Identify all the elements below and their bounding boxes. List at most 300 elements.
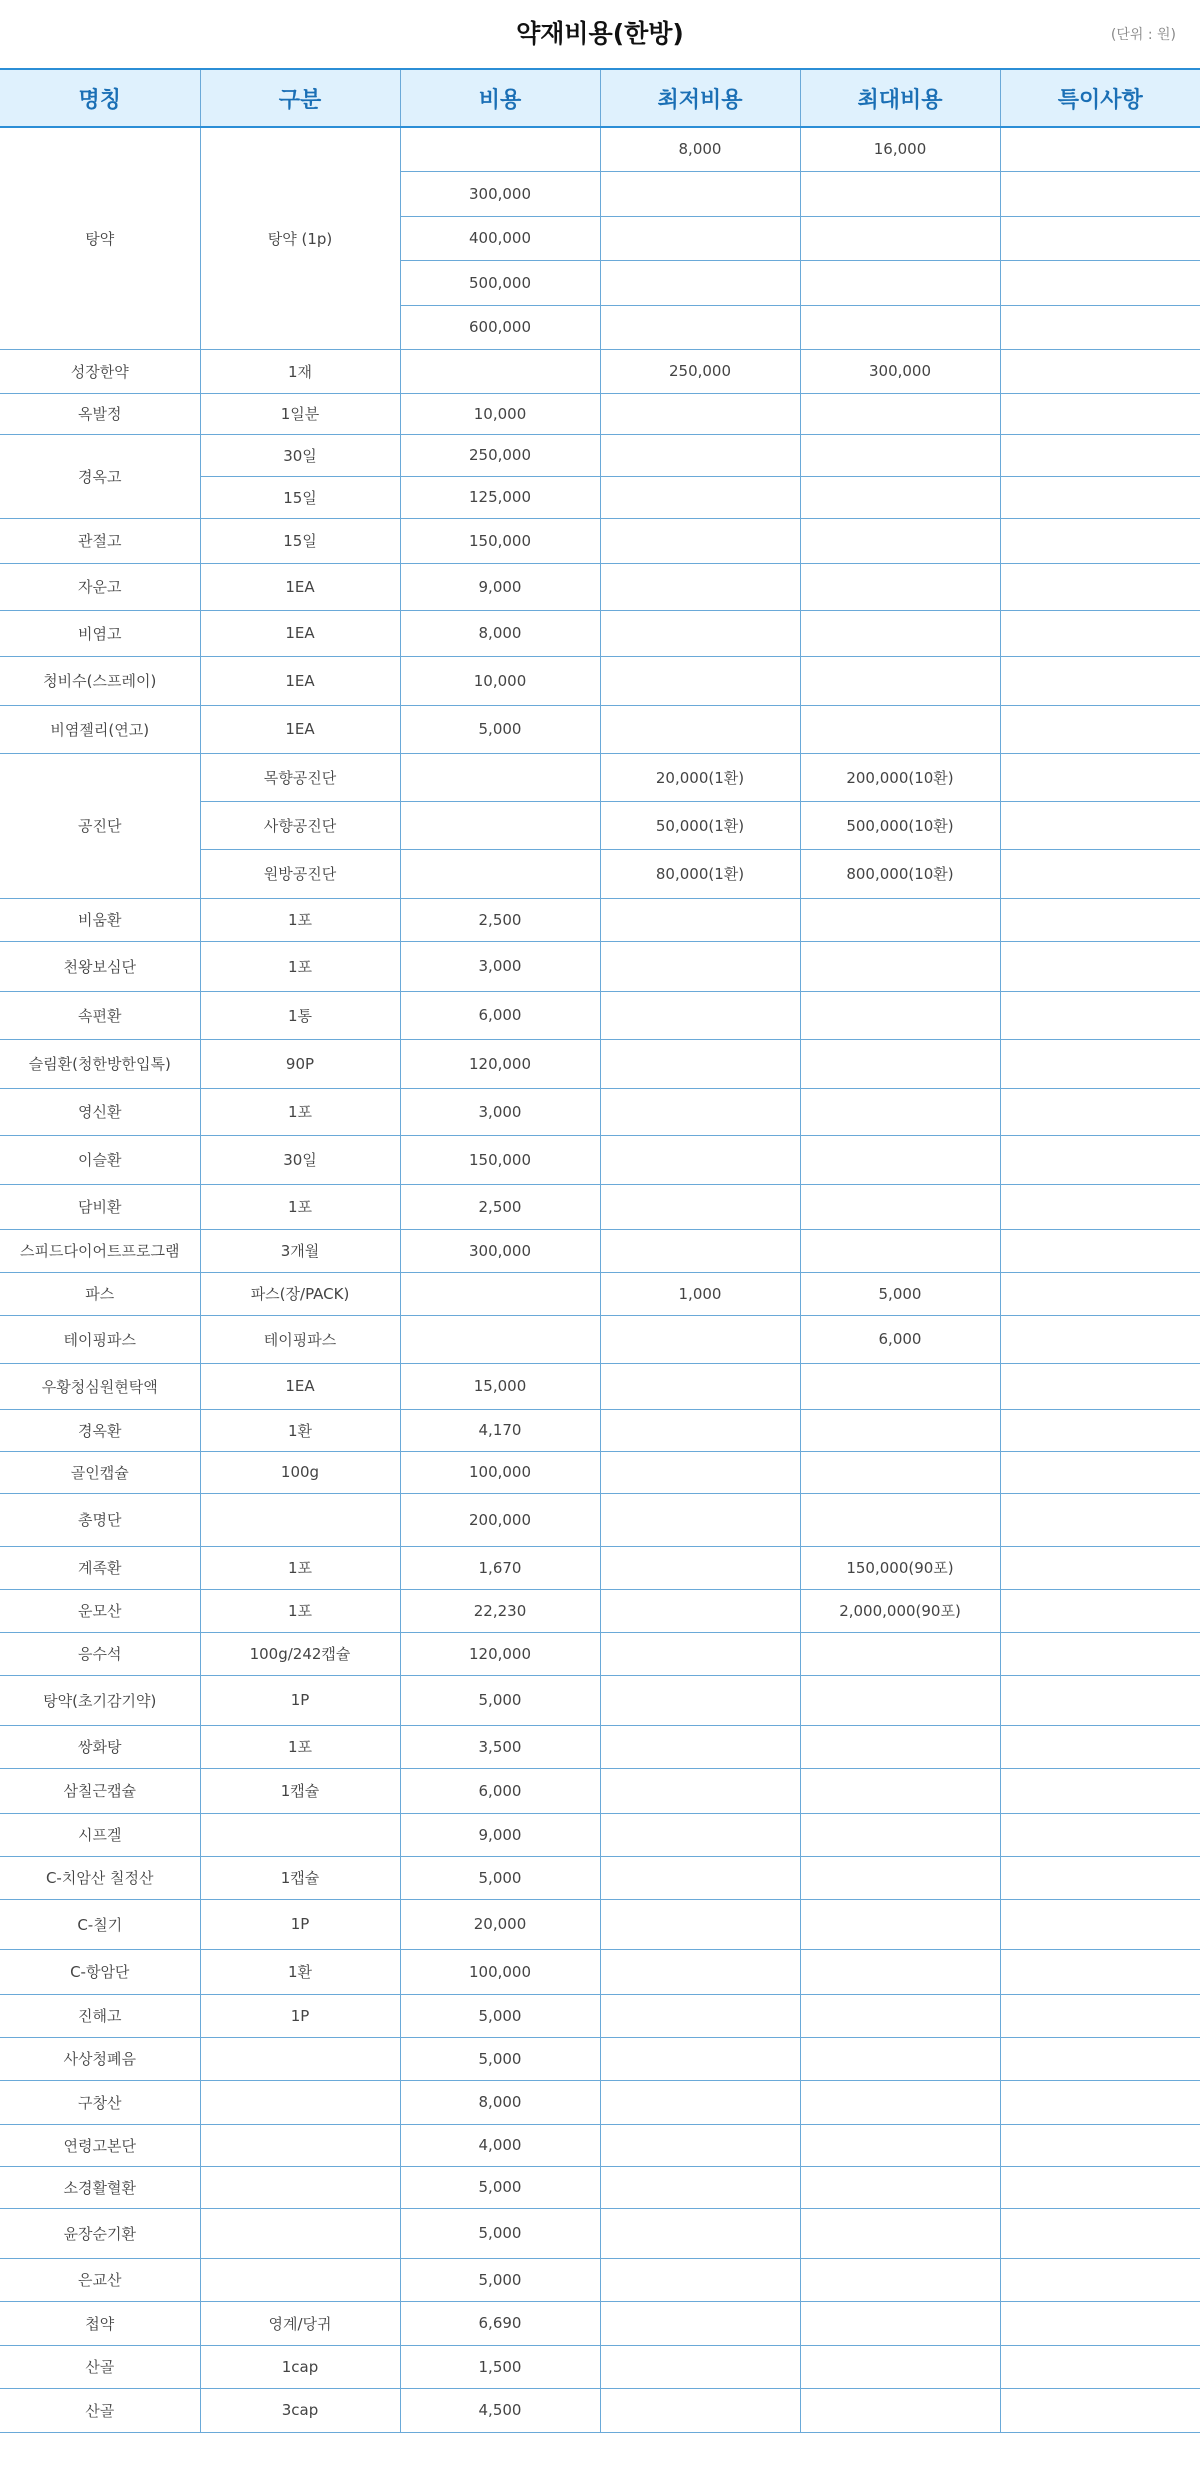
min-cost-cell (600, 1813, 800, 1856)
min-cost-cell: 50,000(1환) (600, 801, 800, 849)
table-row (0, 349, 1200, 393)
name-cell: 첩약 (0, 2301, 200, 2345)
min-cost-cell (600, 991, 800, 1039)
name-cell: 사상청폐음 (0, 2037, 200, 2080)
cost-cell: 5,000 (400, 1856, 600, 1899)
max-cost-cell (800, 1229, 1000, 1272)
min-cost-cell (600, 1725, 800, 1768)
name-cell: 탕약(초기감기약) (0, 1675, 200, 1725)
notes-cell (1000, 1315, 1200, 1363)
title-bar (0, 0, 1200, 68)
name-cell: 골인캡슐 (0, 1451, 200, 1493)
table-row (0, 2124, 1200, 2166)
min-cost-cell (600, 1451, 800, 1493)
max-cost-cell (800, 1768, 1000, 1813)
table-row (0, 393, 1200, 434)
name-cell: 이슬환 (0, 1135, 200, 1184)
cost-cell (400, 801, 600, 849)
name-cell: 계족환 (0, 1546, 200, 1589)
max-cost-cell (800, 1135, 1000, 1184)
notes-cell (1000, 801, 1200, 849)
name-cell: 천왕보심단 (0, 941, 200, 991)
table-row (0, 1632, 1200, 1675)
max-cost-cell (800, 434, 1000, 476)
min-cost-cell (600, 898, 800, 941)
max-cost-cell (800, 1184, 1000, 1229)
max-cost-cell: 6,000 (800, 1315, 1000, 1363)
notes-cell (1000, 1229, 1200, 1272)
table-row (0, 1768, 1200, 1813)
cost-cell: 150,000 (400, 1135, 600, 1184)
cost-cell: 400,000 (400, 216, 600, 260)
max-cost-cell (800, 2124, 1000, 2166)
max-cost-cell: 16,000 (800, 127, 1000, 171)
category-cell: 3개월 (200, 1229, 400, 1272)
name-cell: 우황청심원현탁액 (0, 1363, 200, 1409)
category-cell: 1P (200, 1994, 400, 2037)
cost-cell: 5,000 (400, 1994, 600, 2037)
notes-cell (1000, 1632, 1200, 1675)
category-cell: 1EA (200, 1363, 400, 1409)
cost-cell: 250,000 (400, 434, 600, 476)
max-cost-cell (800, 610, 1000, 656)
cost-cell: 8,000 (400, 610, 600, 656)
min-cost-cell (600, 1899, 800, 1949)
table-row (0, 1493, 1200, 1546)
unit-label: (단위 : 원) (1110, 27, 1176, 43)
cost-cell: 2,500 (400, 1184, 600, 1229)
category-cell: 1일분 (200, 393, 400, 434)
cost-cell: 2,500 (400, 898, 600, 941)
max-cost-cell (800, 2345, 1000, 2388)
notes-cell (1000, 127, 1200, 171)
table-row (0, 1949, 1200, 1994)
min-cost-cell (600, 1135, 800, 1184)
min-cost-cell (600, 941, 800, 991)
max-cost-cell (800, 260, 1000, 305)
category-cell: 1포 (200, 1725, 400, 1768)
max-cost-cell (800, 305, 1000, 349)
max-cost-cell: 800,000(10환) (800, 849, 1000, 898)
min-cost-cell (600, 1768, 800, 1813)
max-cost-cell: 5,000 (800, 1272, 1000, 1315)
notes-cell (1000, 1994, 1200, 2037)
max-cost-cell (800, 1994, 1000, 2037)
table-row (0, 1272, 1200, 1315)
min-cost-cell (600, 2037, 800, 2080)
category-cell: 1P (200, 1899, 400, 1949)
name-cell: 산골 (0, 2388, 200, 2432)
notes-cell (1000, 171, 1200, 216)
cost-cell: 4,170 (400, 1409, 600, 1451)
notes-cell (1000, 2301, 1200, 2345)
min-cost-cell (600, 393, 800, 434)
notes-cell (1000, 2388, 1200, 2432)
cost-cell: 600,000 (400, 305, 600, 349)
cost-cell: 5,000 (400, 2258, 600, 2301)
notes-cell (1000, 1451, 1200, 1493)
col-header-max-cost: 최대비용 (800, 69, 1000, 127)
min-cost-cell (600, 2301, 800, 2345)
category-cell: 1포 (200, 1184, 400, 1229)
min-cost-cell (600, 1675, 800, 1725)
table-row (0, 1135, 1200, 1184)
max-cost-cell (800, 1363, 1000, 1409)
category-cell: 1EA (200, 563, 400, 610)
notes-cell (1000, 1184, 1200, 1229)
category-cell (200, 2080, 400, 2124)
cost-cell: 4,500 (400, 2388, 600, 2432)
min-cost-cell (600, 1039, 800, 1088)
name-cell: 비염고 (0, 610, 200, 656)
name-cell: 운모산 (0, 1589, 200, 1632)
table-row (0, 1229, 1200, 1272)
max-cost-cell: 500,000(10환) (800, 801, 1000, 849)
min-cost-cell (600, 1315, 800, 1363)
min-cost-cell (600, 2124, 800, 2166)
name-cell: 비움환 (0, 898, 200, 941)
table-row (0, 941, 1200, 991)
min-cost-cell (600, 656, 800, 705)
name-cell: C-치암산 칠정산 (0, 1856, 200, 1899)
category-cell: 1포 (200, 1589, 400, 1632)
min-cost-cell (600, 2388, 800, 2432)
category-cell: 15일 (200, 476, 400, 518)
name-cell: C-칠기 (0, 1899, 200, 1949)
min-cost-cell (600, 305, 800, 349)
cost-cell: 1,500 (400, 2345, 600, 2388)
cost-cell: 5,000 (400, 2208, 600, 2258)
min-cost-cell (600, 1632, 800, 1675)
max-cost-cell (800, 2388, 1000, 2432)
min-cost-cell (600, 2166, 800, 2208)
category-cell (200, 2124, 400, 2166)
cost-cell: 6,690 (400, 2301, 600, 2345)
category-cell: 30일 (200, 434, 400, 476)
max-cost-cell: 200,000(10환) (800, 753, 1000, 801)
table-row (0, 563, 1200, 610)
category-cell: 15일 (200, 518, 400, 563)
notes-cell (1000, 849, 1200, 898)
max-cost-cell (800, 2301, 1000, 2345)
cost-cell: 5,000 (400, 2166, 600, 2208)
min-cost-cell (600, 434, 800, 476)
notes-cell (1000, 1135, 1200, 1184)
category-cell: 1cap (200, 2345, 400, 2388)
name-cell: 은교산 (0, 2258, 200, 2301)
min-cost-cell (600, 1184, 800, 1229)
notes-cell (1000, 1363, 1200, 1409)
max-cost-cell: 150,000(90포) (800, 1546, 1000, 1589)
notes-cell (1000, 2166, 1200, 2208)
min-cost-cell (600, 171, 800, 216)
notes-cell (1000, 2080, 1200, 2124)
min-cost-cell (600, 1546, 800, 1589)
table-row (0, 2080, 1200, 2124)
category-cell: 1환 (200, 1949, 400, 1994)
max-cost-cell (800, 656, 1000, 705)
header-row (0, 69, 1200, 127)
notes-cell (1000, 305, 1200, 349)
category-cell: 30일 (200, 1135, 400, 1184)
name-cell: 응수석 (0, 1632, 200, 1675)
notes-cell (1000, 705, 1200, 753)
max-cost-cell (800, 476, 1000, 518)
min-cost-cell (600, 2080, 800, 2124)
notes-cell (1000, 216, 1200, 260)
min-cost-cell (600, 2258, 800, 2301)
name-cell: 옥발정 (0, 393, 200, 434)
min-cost-cell: 80,000(1환) (600, 849, 800, 898)
category-cell (200, 2258, 400, 2301)
max-cost-cell (800, 1409, 1000, 1451)
name-cell: 성장한약 (0, 349, 200, 393)
name-cell: 진해고 (0, 1994, 200, 2037)
notes-cell (1000, 2208, 1200, 2258)
cost-cell: 6,000 (400, 1768, 600, 1813)
min-cost-cell (600, 1949, 800, 1994)
table-body (0, 127, 1200, 2432)
cost-cell: 3,000 (400, 941, 600, 991)
category-cell: 1포 (200, 941, 400, 991)
page-title: 약재비용(한방) (516, 19, 684, 48)
table-row (0, 1363, 1200, 1409)
min-cost-cell (600, 610, 800, 656)
cost-cell: 9,000 (400, 1813, 600, 1856)
cost-cell: 5,000 (400, 705, 600, 753)
min-cost-cell: 20,000(1환) (600, 753, 800, 801)
notes-cell (1000, 753, 1200, 801)
category-cell (200, 1493, 400, 1546)
table-row (0, 1039, 1200, 1088)
cost-cell (400, 1272, 600, 1315)
max-cost-cell (800, 1675, 1000, 1725)
name-cell: 시프겔 (0, 1813, 200, 1856)
name-cell: 청비수(스프레이) (0, 656, 200, 705)
max-cost-cell (800, 1493, 1000, 1546)
col-header-min-cost: 최저비용 (600, 69, 800, 127)
category-cell: 1캡슐 (200, 1856, 400, 1899)
notes-cell (1000, 1409, 1200, 1451)
table-row (0, 1856, 1200, 1899)
min-cost-cell (600, 476, 800, 518)
category-cell: 1EA (200, 705, 400, 753)
table-row (0, 1451, 1200, 1493)
name-cell: C-항암단 (0, 1949, 200, 1994)
table-row (0, 2166, 1200, 2208)
category-cell: 1EA (200, 610, 400, 656)
table-row (0, 434, 1200, 476)
cost-cell: 9,000 (400, 563, 600, 610)
name-cell: 소경활혈환 (0, 2166, 200, 2208)
category-cell: 3cap (200, 2388, 400, 2432)
table-row (0, 2037, 1200, 2080)
table-row (0, 518, 1200, 563)
col-header-cost: 비용 (400, 69, 600, 127)
notes-cell (1000, 1589, 1200, 1632)
category-cell: 100g/242캡슐 (200, 1632, 400, 1675)
notes-cell (1000, 2345, 1200, 2388)
notes-cell (1000, 941, 1200, 991)
notes-cell (1000, 434, 1200, 476)
notes-cell (1000, 610, 1200, 656)
max-cost-cell (800, 518, 1000, 563)
min-cost-cell (600, 1229, 800, 1272)
max-cost-cell (800, 1856, 1000, 1899)
table-row (0, 753, 1200, 801)
name-cell: 탕약 (0, 127, 200, 349)
table-row (0, 2301, 1200, 2345)
cost-cell: 10,000 (400, 393, 600, 434)
notes-cell (1000, 563, 1200, 610)
notes-cell (1000, 1039, 1200, 1088)
category-cell (200, 2208, 400, 2258)
cost-cell: 15,000 (400, 1363, 600, 1409)
table-row (0, 1409, 1200, 1451)
max-cost-cell (800, 2208, 1000, 2258)
cost-cell: 8,000 (400, 2080, 600, 2124)
notes-cell (1000, 2037, 1200, 2080)
category-cell (200, 2037, 400, 2080)
table-row (0, 610, 1200, 656)
category-cell: 1환 (200, 1409, 400, 1451)
max-cost-cell (800, 2037, 1000, 2080)
notes-cell (1000, 991, 1200, 1039)
table-row (0, 1088, 1200, 1135)
col-header-name: 명칭 (0, 69, 200, 127)
name-cell: 영신환 (0, 1088, 200, 1135)
table-row (0, 1184, 1200, 1229)
max-cost-cell (800, 898, 1000, 941)
notes-cell (1000, 518, 1200, 563)
min-cost-cell: 1,000 (600, 1272, 800, 1315)
name-cell: 산골 (0, 2345, 200, 2388)
category-cell: 사향공진단 (200, 801, 400, 849)
min-cost-cell (600, 1994, 800, 2037)
notes-cell (1000, 393, 1200, 434)
table-row (0, 2258, 1200, 2301)
name-cell: 경옥환 (0, 1409, 200, 1451)
notes-cell (1000, 260, 1200, 305)
notes-cell (1000, 1949, 1200, 1994)
cost-cell: 100,000 (400, 1451, 600, 1493)
name-cell: 윤장순기환 (0, 2208, 200, 2258)
notes-cell (1000, 1546, 1200, 1589)
notes-cell (1000, 476, 1200, 518)
table-row (0, 2388, 1200, 2432)
max-cost-cell (800, 2080, 1000, 2124)
cost-cell: 300,000 (400, 171, 600, 216)
cost-cell: 3,000 (400, 1088, 600, 1135)
category-cell (200, 1813, 400, 1856)
min-cost-cell (600, 2208, 800, 2258)
cost-cell (400, 753, 600, 801)
max-cost-cell (800, 705, 1000, 753)
cost-cell (400, 349, 600, 393)
notes-cell (1000, 2124, 1200, 2166)
max-cost-cell: 300,000 (800, 349, 1000, 393)
category-cell: 영계/당귀 (200, 2301, 400, 2345)
table-row (0, 1589, 1200, 1632)
cost-cell: 300,000 (400, 1229, 600, 1272)
table-row (0, 1725, 1200, 1768)
name-cell: 파스 (0, 1272, 200, 1315)
category-cell: 테이핑파스 (200, 1315, 400, 1363)
min-cost-cell (600, 1363, 800, 1409)
min-cost-cell (600, 1088, 800, 1135)
notes-cell (1000, 1272, 1200, 1315)
notes-cell (1000, 1768, 1200, 1813)
category-cell: 100g (200, 1451, 400, 1493)
min-cost-cell (600, 518, 800, 563)
max-cost-cell: 2,000,000(90포) (800, 1589, 1000, 1632)
notes-cell (1000, 349, 1200, 393)
table-row (0, 2345, 1200, 2388)
name-cell: 삼칠근캡슐 (0, 1768, 200, 1813)
max-cost-cell (800, 393, 1000, 434)
name-cell: 자운고 (0, 563, 200, 610)
cost-cell: 120,000 (400, 1039, 600, 1088)
max-cost-cell (800, 1899, 1000, 1949)
price-table (0, 68, 1200, 2433)
max-cost-cell (800, 1451, 1000, 1493)
name-cell: 속편환 (0, 991, 200, 1039)
max-cost-cell (800, 171, 1000, 216)
table-row (0, 656, 1200, 705)
notes-cell (1000, 1813, 1200, 1856)
min-cost-cell (600, 1856, 800, 1899)
min-cost-cell (600, 1409, 800, 1451)
max-cost-cell (800, 1632, 1000, 1675)
table-row (0, 991, 1200, 1039)
category-cell: 1포 (200, 898, 400, 941)
name-cell: 스피드다이어트프로그램 (0, 1229, 200, 1272)
name-cell: 담비환 (0, 1184, 200, 1229)
max-cost-cell (800, 1949, 1000, 1994)
col-header-category: 구분 (200, 69, 400, 127)
table-row (0, 898, 1200, 941)
cost-cell: 3,500 (400, 1725, 600, 1768)
cost-cell (400, 127, 600, 171)
max-cost-cell (800, 941, 1000, 991)
category-cell: 90P (200, 1039, 400, 1088)
max-cost-cell (800, 1088, 1000, 1135)
cost-cell: 4,000 (400, 2124, 600, 2166)
cost-cell: 5,000 (400, 2037, 600, 2080)
category-cell: 탕약 (1p) (200, 127, 400, 349)
notes-cell (1000, 2258, 1200, 2301)
notes-cell (1000, 1899, 1200, 1949)
min-cost-cell (600, 1493, 800, 1546)
max-cost-cell (800, 991, 1000, 1039)
notes-cell (1000, 656, 1200, 705)
min-cost-cell (600, 260, 800, 305)
cost-cell: 120,000 (400, 1632, 600, 1675)
table-row (0, 1675, 1200, 1725)
max-cost-cell (800, 2258, 1000, 2301)
table-row (0, 1315, 1200, 1363)
max-cost-cell (800, 2166, 1000, 2208)
category-cell: 1EA (200, 656, 400, 705)
notes-cell (1000, 1856, 1200, 1899)
category-cell: 1캡슐 (200, 1768, 400, 1813)
category-cell (200, 2166, 400, 2208)
min-cost-cell (600, 2345, 800, 2388)
name-cell: 슬림환(청한방한입톡) (0, 1039, 200, 1088)
name-cell: 관절고 (0, 518, 200, 563)
name-cell: 공진단 (0, 753, 200, 898)
name-cell: 경옥고 (0, 434, 200, 518)
